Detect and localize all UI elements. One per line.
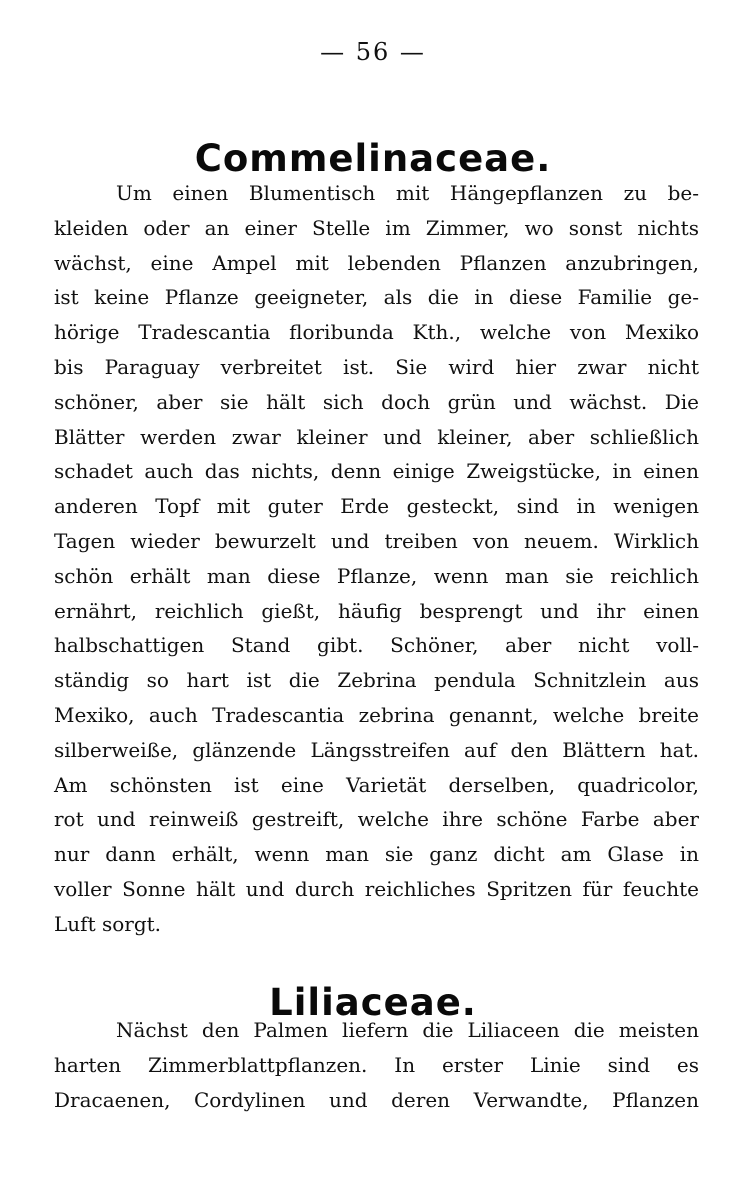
text-line: Mexiko, auch Tradescantia zebrina genannt, welche breite xyxy=(54,702,699,727)
text-line: schadet auch das nichts, denn einige Zweigstücke, in einen xyxy=(54,459,699,484)
text-line: halbschattigen Stand gibt. Schöner, aber nicht voll- xyxy=(54,633,699,658)
section-title-liliaceae: Liliaceae. xyxy=(269,980,477,1024)
text-line: wächst, eine Ampel mit lebenden Pflanzen anzubringen, xyxy=(54,250,699,275)
paragraph-liliaceae xyxy=(54,1013,699,1117)
text-line: Luft sorgt. xyxy=(54,911,162,936)
text-line: Blätter werden zwar kleiner und kleiner, aber schließlich xyxy=(54,424,699,449)
text-line: voller Sonne hält und durch reichliches Spritzen für feuchte xyxy=(54,876,699,901)
text-line: Nächst den Palmen liefern die Liliaceen die meisten xyxy=(116,1018,699,1042)
text-line: ständig so hart ist die Zebrina pendula Schnitzlein aus xyxy=(54,668,699,693)
section-title-commelinaceae: Commelinaceae. xyxy=(194,136,552,180)
text-line: Um einen Blumentisch mit Hängepflanzen zu be- xyxy=(116,181,699,205)
text-line: ernährt, reichlich gießt, häufig besprengt und ihr einen xyxy=(54,598,699,623)
text-line: ist keine Pflanze geeigneter, als die in diese Familie ge- xyxy=(54,285,699,310)
text-line: Dracaenen, Cordylinen und deren Verwandte, Pflanzen xyxy=(54,1087,699,1112)
paragraph-commelinaceae xyxy=(54,176,699,942)
text-line: schön erhält man diese Pflanze, wenn man sie reichlich xyxy=(54,563,699,588)
text-line: hörige Tradescantia floribunda Kth., welche von Mexiko xyxy=(54,320,699,345)
text-line: bis Paraguay verbreitet ist. Sie wird hier zwar nicht xyxy=(54,354,699,379)
text-line: Tagen wieder bewurzelt und treiben von neuem. Wirklich xyxy=(54,528,699,553)
text-line: schöner, aber sie hält sich doch grün und wächst. Die xyxy=(54,389,699,414)
text-line: nur dann erhält, wenn man sie ganz dicht am Glase in xyxy=(54,842,699,867)
text-line: rot und reinweiß gestreift, welche ihre schöne Farbe aber xyxy=(54,807,699,832)
text-line: kleiden oder an einer Stelle im Zimmer, wo sonst nichts xyxy=(54,215,699,240)
page-number: — 56 — xyxy=(320,38,426,66)
text-line: anderen Topf mit guter Erde gesteckt, sind in wenigen xyxy=(54,494,699,519)
text-line: harten Zimmerblattpflanzen. In erster Linie sind es xyxy=(54,1052,699,1077)
text-line: Am schönsten ist eine Varietät derselben, quadricolor, xyxy=(54,772,699,797)
text-line: silberweiße, glänzende Längsstreifen auf den Blättern hat. xyxy=(54,737,699,762)
